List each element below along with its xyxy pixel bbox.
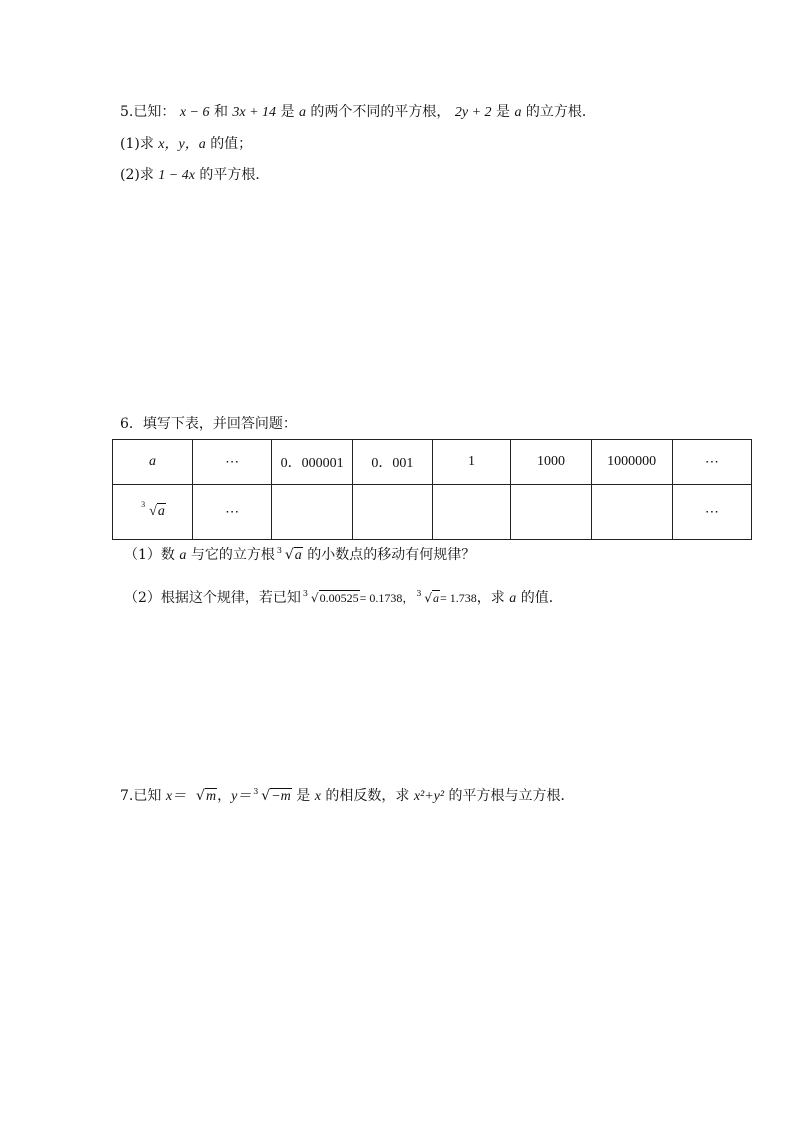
- q7-x-eq: x＝: [165, 789, 187, 804]
- q6-sub1-prefix: （1）数: [124, 547, 175, 563]
- radical-sign: √: [424, 591, 433, 605]
- cube-root-radical: [303, 589, 360, 607]
- table-cell-cuberoot-label: [113, 485, 193, 540]
- q6-sub1: [124, 546, 475, 565]
- q5-part2-expr: 1 − 4x: [158, 168, 195, 183]
- radical-sign: √: [196, 788, 205, 804]
- q5-text2: 的立方根．: [525, 104, 596, 120]
- radical-index: 3: [141, 500, 146, 509]
- radicand: a: [294, 548, 302, 563]
- q7-text2: 的平方根与立方根．: [448, 788, 575, 804]
- table-cell: 1: [432, 440, 511, 485]
- q5-part1-vars: x，y，a: [158, 137, 206, 152]
- q6-sub1-var: a: [179, 548, 187, 563]
- q6-sub2-var: a: [509, 591, 517, 606]
- table-cell: ⋯: [192, 485, 271, 540]
- radicand: 0.00525: [319, 591, 359, 605]
- q7-expr: x²+y²: [413, 789, 445, 804]
- table-cell: [353, 485, 433, 540]
- q7-prefix: 7.已知: [120, 788, 162, 804]
- q6-sub2-prefix: （2）根据这个规律，若已知: [124, 590, 301, 606]
- radical-sign: √: [284, 547, 294, 563]
- q6-sub1-suffix: 的小数点的移动有何规律？: [307, 547, 476, 563]
- q5-is2: 是: [496, 104, 510, 120]
- table-cell: ⋯: [672, 485, 751, 540]
- table-cell: [272, 485, 353, 540]
- radicand: m: [205, 789, 217, 804]
- q5-var-a: a: [298, 105, 306, 120]
- table-cell: 0．001: [353, 440, 433, 485]
- q5-expr1: x − 6: [179, 105, 210, 120]
- table-cell: [591, 485, 672, 540]
- q6-sub2-suffix2: 的值．: [520, 590, 563, 606]
- radicand: −m: [271, 789, 291, 804]
- table-row: [113, 485, 752, 540]
- q7-mid: 是: [296, 788, 311, 804]
- radical-index: 3: [253, 787, 259, 796]
- q5-text1: 的两个不同的平方根，: [310, 104, 451, 120]
- q5-part2-prefix: (2)求: [120, 167, 154, 183]
- cube-root-radical: [253, 787, 291, 806]
- radical-sign: √: [149, 504, 157, 519]
- q6-sub1-mid: 与它的立方根: [190, 547, 275, 563]
- table-cell: 1000: [511, 440, 591, 485]
- cube-root-radical: [277, 546, 303, 565]
- q5-part1-suffix: 的值；: [210, 136, 253, 152]
- q5-part2-suffix: 的平方根．: [199, 167, 270, 183]
- q6-title: 6．填写下表，并回答问题：: [120, 416, 297, 432]
- table-cell: [432, 485, 511, 540]
- q7-var-x: x: [314, 789, 321, 804]
- q5-part2: [120, 166, 269, 185]
- q6-table: [112, 439, 752, 540]
- q6-sub2-eq1: = 0.1738，: [359, 591, 415, 605]
- table-cell: [511, 485, 591, 540]
- q7-text1: 的相反数，求: [325, 788, 410, 804]
- table-cell: 1000000: [591, 440, 672, 485]
- radicand: a: [157, 504, 165, 519]
- cube-root-radical: [416, 589, 440, 607]
- table-cell: ⋯: [672, 440, 751, 485]
- q7-y-eq: y＝: [231, 789, 252, 804]
- q6-sub2-eq2: = 1.738: [440, 591, 477, 605]
- q5-is: 是: [280, 104, 295, 120]
- q5-expr3: 2y + 2: [454, 105, 492, 120]
- radical-index: 3: [276, 546, 282, 555]
- q5-prefix: 5.已知：: [120, 104, 176, 120]
- q6-sub2-suffix1: ，求: [476, 590, 505, 606]
- table-row: [113, 440, 752, 485]
- q7-statement: [120, 787, 575, 806]
- square-root-radical: [188, 787, 217, 806]
- q5-statement: [120, 103, 596, 122]
- radical-index: 3: [416, 589, 422, 598]
- q6-sub2: [124, 589, 563, 608]
- q7-sep: ，: [217, 788, 232, 804]
- table-cell: a: [113, 440, 193, 485]
- table-cell: 0．000001: [272, 440, 353, 485]
- q5-part1-prefix: (1)求: [120, 136, 154, 152]
- q5-and: 和: [213, 104, 228, 120]
- radical-sign: √: [310, 591, 319, 605]
- radical-index: 3: [302, 589, 309, 598]
- table-cell: ⋯: [192, 440, 271, 485]
- radicand: a: [433, 591, 440, 605]
- q5-var-a2: a: [514, 105, 522, 120]
- q5-part1: [120, 135, 252, 154]
- radical-sign: √: [261, 788, 271, 804]
- q5-expr2: 3x + 14: [232, 105, 277, 120]
- cube-root-radical: [141, 500, 166, 520]
